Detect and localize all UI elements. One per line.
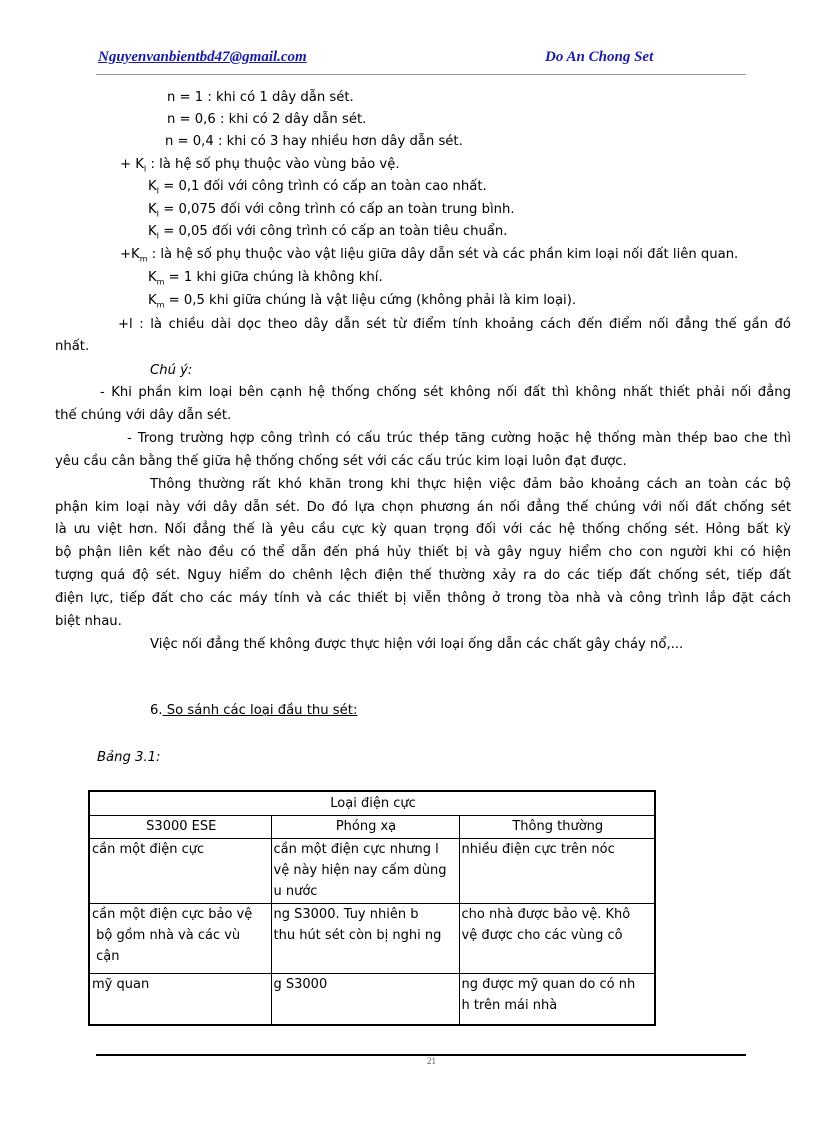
table-cell: cho nhà được bảo vệ. Khô vệ được cho các vùng cô [459, 904, 655, 974]
table-row [89, 838, 655, 904]
para1-line7: biệt nhau. [55, 614, 122, 629]
para1-line3: là ưu việt hơn. Nối đẳng thế là yêu cầu cực kỳ quan trọng đối với các hệ thống chống sét. Hỏng bất kỳ [55, 522, 791, 537]
n-value-1: n = 1 : khi có 1 dây dẫn sét. [167, 90, 354, 105]
para1-line2: phận kim loại này với dây dẫn sét. Do đó lựa chọn phương án nối đẳng thế chúng với nối đất chống sét [55, 500, 791, 515]
note2-line2: yêu cầu cân bằng thế giữa hệ thống chống sét với các cấu trúc kim loại luôn đạt được. [55, 454, 627, 469]
column-header: S3000 ESE [89, 816, 271, 839]
km-value-2: $K_m = 0,5$ khi giữa chúng là vật liệu cứng (không phải là kim loại). [148, 293, 577, 310]
l-definition-line2: nhất. [55, 339, 90, 354]
km-value-1: $K_m = 1$ khi giữa chúng là không khí. [148, 270, 383, 287]
table-cell: cần một điện cực nhưng l vệ này hiện nay cấm dùng u nước [271, 838, 459, 904]
table-cell: ng được mỹ quan do có nh h trên mái nhà [459, 974, 655, 1025]
note1-line1: - Khi phần kim loại bên cạnh hệ thống chống sét không nối đất thì không nhất thiết phải nối đẳng [100, 385, 791, 400]
column-header: Thông thường [459, 816, 655, 839]
table-caption: Bảng 3.1: [97, 750, 161, 765]
n-value-2: n = 0,6 : khi có 2 dây dẫn sét. [167, 112, 367, 127]
ki-definition: + $K_I$ : là hệ số phụ thuộc vào vùng bảo vệ. [120, 157, 400, 174]
para1-line5: tượng quá độ sét. Nguy hiểm do chênh lệch điện thế thường xảy ra do các tiếp đất chống sét, tiếp đất [55, 568, 791, 583]
ki-value-2: $K_I = 0,075$ đối với công trình có cấp an toàn trung bình. [148, 202, 515, 219]
electrode-comparison-table [88, 790, 656, 1026]
table-cell: cần một điện cực [89, 838, 271, 904]
note2-line1: - Trong trường hợp công trình có cấu trúc thép tăng cường hoặc hệ thống màn thép bao che thì [127, 431, 791, 446]
para1-line4: bộ phận liên kết nào đều có thể dẫn đến phá hủy thiết bị và gây nguy hiểm cho con người khi có hiện [55, 545, 791, 560]
ki-value-1: $K_I = 0,1$ đối với công trình có cấp an toàn cao nhất. [148, 179, 487, 196]
table-row [89, 974, 655, 1025]
document-header-title: Do An Chong Set [545, 49, 654, 65]
footer-divider [96, 1054, 746, 1056]
author-email-link[interactable]: Nguyenvanbientbd47@gmail.com [98, 49, 307, 65]
table-cell: mỹ quan [89, 974, 271, 1025]
table-cell: g S3000 [271, 974, 459, 1025]
table-cell: cần một điện cực bảo vệ bộ gồm nhà và các vù cận [89, 904, 271, 974]
table-cell: nhiều điện cực trên nóc [459, 838, 655, 904]
header-divider [96, 74, 746, 75]
page-number: 21 [427, 1056, 436, 1066]
table-row [89, 904, 655, 974]
ki-value-3: $K_I = 0,05$ đối với công trình có cấp an toàn tiêu chuẩn. [148, 224, 508, 241]
table-cell: ng S3000. Tuy nhiên b thu hút sét còn bị nghi ng [271, 904, 459, 974]
para1-line1: Thông thường rất khó khăn trong khi thực hiện việc đảm bảo khoảng cách an toàn các bộ [150, 477, 791, 492]
table-group-header: Loại điện cực [89, 791, 655, 816]
l-definition-line1: +l : là chiều dài dọc theo dây dẫn sét từ điểm tính khoảng cách đến điểm nối đẳng thế gần đó [118, 317, 791, 332]
note1-line2: thế chúng với dây dẫn sét. [55, 408, 232, 423]
para2: Việc nối đẳng thế không được thực hiện với loại ống dẫn các chất gây cháy nổ,... [150, 637, 684, 652]
section-heading: 6. So sánh các loại đầu thu sét: [150, 703, 358, 718]
note-title: Chú ý: [150, 363, 193, 378]
column-header: Phóng xạ [271, 816, 459, 839]
n-value-3: n = 0,4 : khi có 3 hay nhiều hơn dây dẫn sét. [165, 134, 463, 149]
km-definition: $+K_m$ : là hệ số phụ thuộc vào vật liệu giữa dây dẫn sét và các phần kim loại nối đất liên quan. [120, 247, 739, 264]
para1-line6: điện lực, tiếp đất cho các máy tính và các thiết bị viễn thông ở trong tòa nhà và công trình lắp đặt cách [55, 591, 791, 606]
